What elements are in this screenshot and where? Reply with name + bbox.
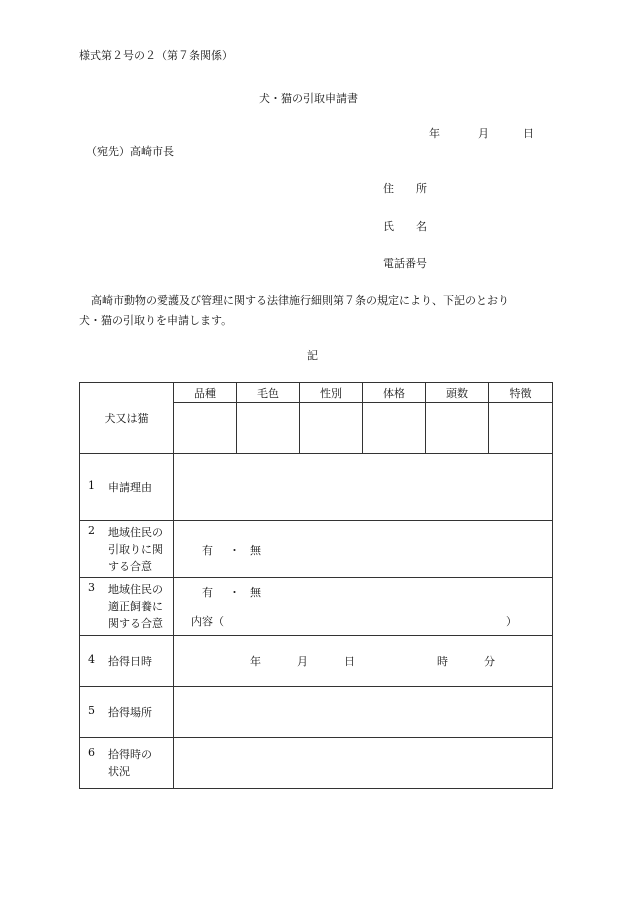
- body-text-line2: 犬・猫の引取りを申請します。: [79, 314, 233, 327]
- consent-care-cell: [174, 578, 553, 636]
- row-number: 5: [88, 703, 95, 717]
- row-label-line: 適正飼養に: [108, 600, 163, 613]
- found-situation-cell[interactable]: [174, 738, 553, 789]
- row-number: 6: [88, 746, 95, 759]
- row-label-line: 拾得時の: [108, 748, 152, 761]
- reason-cell[interactable]: [174, 454, 553, 521]
- animal-label: 犬又は猫: [104, 412, 149, 425]
- row-label-line: 地域住民の: [108, 525, 163, 539]
- row-label-line: 地域住民の: [108, 583, 163, 596]
- body-text-line1: 高崎市動物の愛護及び管理に関する法律施行細則第７条の規定により、下記のとおり: [91, 294, 509, 307]
- ki-heading: 記: [307, 349, 318, 362]
- found-place-cell[interactable]: [174, 687, 553, 738]
- row-number: 2: [88, 523, 95, 537]
- col-header: 頭数: [426, 383, 489, 403]
- row1-label-cell: [80, 454, 174, 521]
- col-header: 品種: [174, 383, 237, 403]
- found-datetime-cell[interactable]: [174, 636, 553, 687]
- table-row: [80, 738, 553, 789]
- row-label: 申請理由: [108, 480, 152, 494]
- choice-yes[interactable]: 有: [202, 544, 213, 557]
- row-label: 拾得場所: [108, 705, 152, 719]
- row-label: 拾得日時: [108, 654, 152, 668]
- content-close: ）: [506, 615, 517, 628]
- row3-label-cell: [80, 578, 174, 636]
- table-row: [80, 578, 553, 636]
- sex-cell[interactable]: [300, 403, 363, 454]
- choice-yes[interactable]: 有: [202, 586, 213, 599]
- row-number: 1: [88, 478, 95, 492]
- table-row: [80, 521, 553, 578]
- features-cell[interactable]: [489, 403, 553, 454]
- date-day-label: 日: [523, 127, 534, 140]
- col-header: 毛色: [237, 383, 300, 403]
- col-header: 特徴: [489, 383, 553, 403]
- table-row: [80, 636, 553, 687]
- row4-label-cell: [80, 636, 174, 687]
- breed-cell[interactable]: [174, 403, 237, 454]
- row-label: [108, 746, 152, 780]
- row-label-line: 関する合意: [108, 617, 163, 630]
- address-label: 住 所: [383, 182, 427, 195]
- name-label: 氏 名: [383, 220, 427, 233]
- addressee: （宛先）高崎市長: [86, 145, 174, 158]
- date-month-label: 月: [478, 127, 489, 140]
- choice-no[interactable]: 無: [250, 544, 261, 557]
- col-header: 性別: [300, 383, 363, 403]
- row-label: [108, 581, 163, 632]
- row-number: 3: [88, 581, 95, 594]
- coat-color-cell[interactable]: [237, 403, 300, 454]
- found-year-label: 年: [250, 654, 261, 668]
- choice-separator: ・: [229, 544, 240, 557]
- found-month-label: 月: [297, 654, 308, 668]
- phone-label: 電話番号: [383, 257, 427, 270]
- found-day-label: 日: [344, 654, 355, 668]
- row-label-line: 状況: [108, 765, 130, 778]
- col-header: 体格: [363, 383, 426, 403]
- size-cell[interactable]: [363, 403, 426, 454]
- row-label: [108, 524, 163, 575]
- table-row: [80, 454, 553, 521]
- content-label: 内容（: [191, 615, 224, 628]
- choice-no[interactable]: 無: [250, 586, 261, 599]
- form-number: 様式第２号の２（第７条関係）: [79, 49, 233, 62]
- date-year-label: 年: [429, 127, 440, 140]
- table-row: [80, 687, 553, 738]
- page-title: 犬・猫の引取申請書: [259, 92, 358, 105]
- choice-separator: ・: [229, 586, 240, 599]
- found-hour-label: 時: [437, 654, 448, 668]
- table-header-row: [80, 383, 553, 403]
- consent-pickup-cell: [174, 521, 553, 578]
- row6-label-cell: [80, 738, 174, 789]
- row-number: 4: [88, 652, 95, 666]
- count-cell[interactable]: [426, 403, 489, 454]
- row-label-line: 引取りに関: [108, 542, 163, 556]
- animal-label-cell: [80, 383, 174, 454]
- row-label-line: する合意: [108, 559, 152, 573]
- found-minute-label: 分: [484, 654, 495, 668]
- row2-label-cell: [80, 521, 174, 578]
- application-table: [79, 382, 553, 789]
- row5-label-cell: [80, 687, 174, 738]
